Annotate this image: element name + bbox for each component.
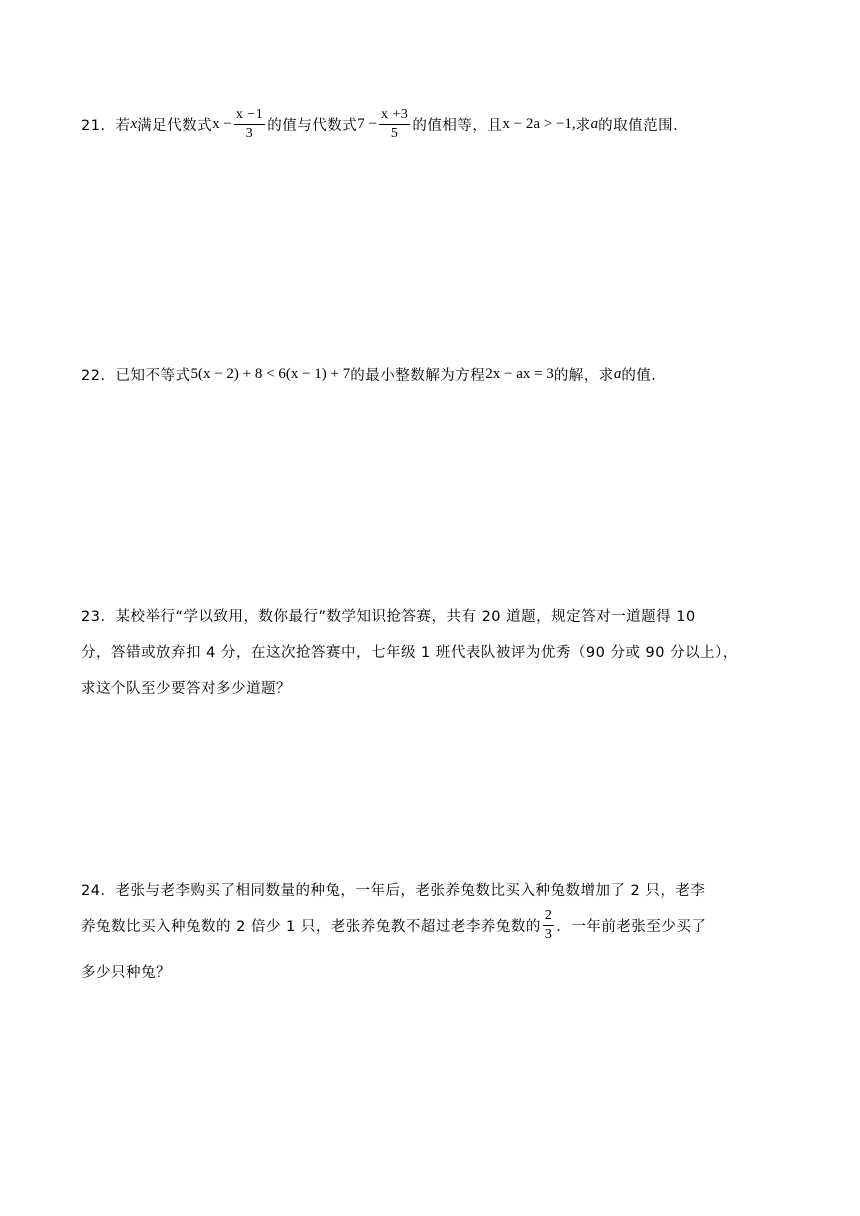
q24-line-2-text-end: ．一年前老张至少买了 xyxy=(556,919,707,935)
q24-line-1: 24．老张与老李购买了相同数量的种兔，一年后，老张养兔数比买入种兔数增加了 2 只，老李 xyxy=(81,883,706,899)
q23-line-3: 求这个队至少要答对多少道题？ xyxy=(81,681,291,697)
q23-line-1: 23．某校举行“学以致用，数你最行”数学知识抢答赛，共有 20 道题，规定答对一道题得 10 xyxy=(81,609,696,625)
q21-number: 21．若 xyxy=(81,118,131,134)
q21-fraction-1-denominator: 3 xyxy=(245,126,254,141)
q21-var-a: a xyxy=(590,116,599,132)
q21-condition: x − 2a > −1, xyxy=(502,116,576,132)
q22-inequality: 5(x − 2) + 8 < 6(x − 1) + 7 xyxy=(190,366,351,382)
q21-var-x: x xyxy=(130,116,138,132)
q21-fraction-1 xyxy=(234,108,265,141)
q22-number: 22．已知不等式 xyxy=(81,368,191,384)
q24-line-3: 多少只种兔？ xyxy=(81,965,171,981)
q21-text-2: 的值与代数式 xyxy=(267,118,358,134)
q23-line-2: 分，答错或放弃扣 4 分，在这次抢答赛中，七年级 1 班代表队被评为优秀（90 分或 90 分以上）， xyxy=(81,645,738,661)
q21-fraction-1-numerator: x −1 xyxy=(234,108,265,125)
question-22-line xyxy=(81,364,666,385)
q24-line-2 xyxy=(81,909,706,942)
q22-var-a: a xyxy=(613,366,622,382)
q22-text-1: 的最小整数解为方程 xyxy=(350,368,486,384)
q21-fraction-2-denominator: 5 xyxy=(390,126,399,141)
q22-text-3: 的值． xyxy=(621,368,667,384)
q24-fraction-numerator: 2 xyxy=(543,909,555,926)
q24-line-2-text: 养兔数比买入种兔数的 2 倍少 1 只，老张养兔教不超过老李养兔数的 xyxy=(81,919,541,935)
q21-expr-2-prefix: 7 − xyxy=(357,116,377,132)
q21-fraction-2 xyxy=(379,108,410,141)
q21-text-4: 求 xyxy=(575,118,591,134)
q21-fraction-2-numerator: x +3 xyxy=(379,108,410,125)
q21-text-5: 的取值范围． xyxy=(598,118,689,134)
q21-text-1: 满足代数式 xyxy=(137,118,213,134)
q22-equation: 2x − ax = 3 xyxy=(485,366,554,382)
question-21-line xyxy=(81,108,688,141)
q21-text-3: 的值相等，且 xyxy=(412,118,503,134)
q22-text-2: 的解，求 xyxy=(553,368,614,384)
q21-expr-1-prefix: x − xyxy=(212,116,232,132)
q24-fraction xyxy=(543,909,555,942)
q24-fraction-denominator: 3 xyxy=(544,927,553,942)
